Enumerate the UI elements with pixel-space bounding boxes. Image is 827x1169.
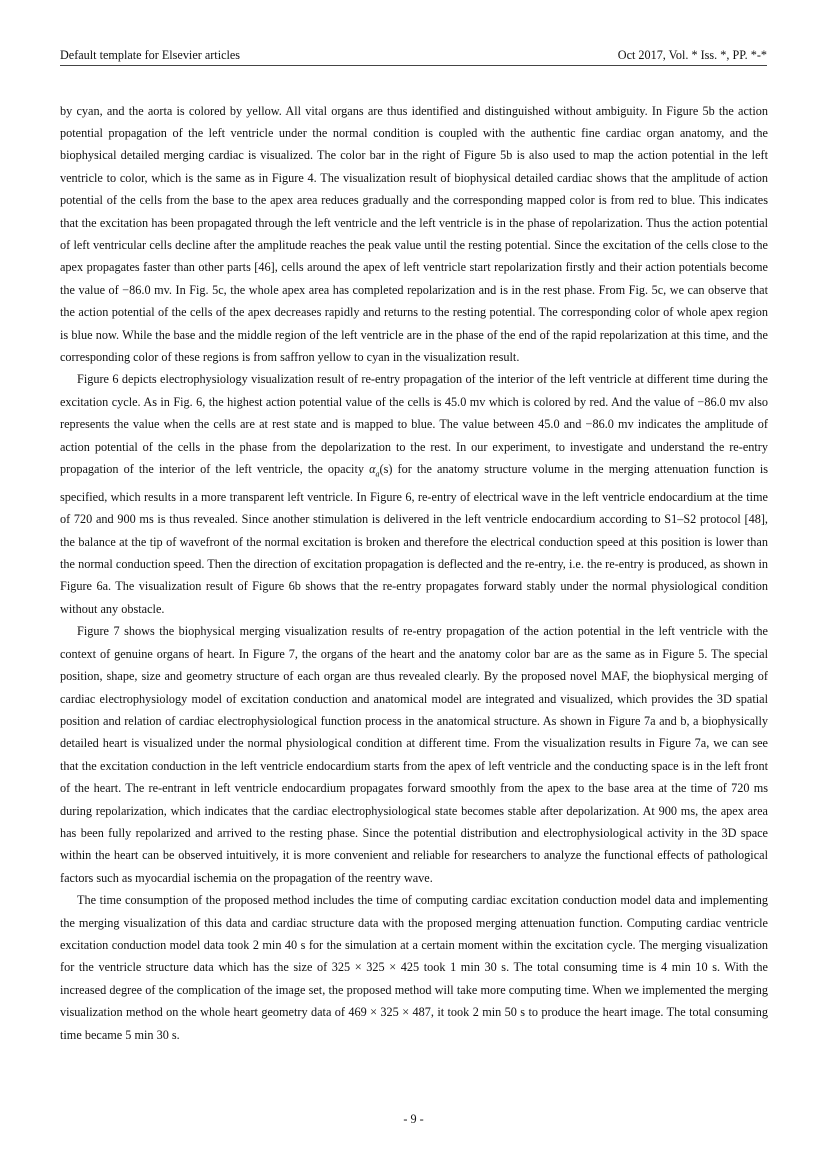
paragraph-3: Figure 7 shows the biophysical merging visualization results of re-entry propagation of the action potential in the left ventricle with the context of genuine organs of heart. In Figure 7, the organs of the heart and the anatomy color bar are as the same as in Figure 5. The special position, shape, size and geometry structure of each organ are thus revealed clearly. By the proposed novel MAF, the biophysical merging of cardiac electrophysiology model of excitation conduction and anatomical model are integrated and visualized, which provides the 3D spatial position and relation of cardiac electrophysiological function process in the anatomical structure. As shown in Figure 7a and b, a biophysically detailed heart is visualized under the normal physiological condition at different time. From the visualization results in Figure 7a, we can see that the excitation conduction in the left ventricle endocardium starts from the apex of left ventricle and the conducting space is in the left front of the heart. The re-entrant in left ventricle endocardium propagates forward smoothly from the apex to the base area at the time of 720 ms during repolarization, which indicates that the cardiac electrophysiological state becomes stable after depolarization. At 900 ms, the apex area has been fully repolarized and arrived to the resting phase. Since the potential distribution and electrophysiological activity in the 3D space within the heart can be observed intuitively, it is more convenient and reliable for researchers to analyze the functional effects of pathological factors such as myocardial ischemia on the propagation of the reentry wave. <box>60 624 768 885</box>
paragraph-1: by cyan, and the aorta is colored by yellow. All vital organs are thus identified and distinguished without ambiguity. In Figure 5b the action potential propagation of the left ventricle under the normal condition is coupled with the authentic fine cardiac organ anatomy, and the biophysical detailed merging cardiac is visualized. The color bar in the right of Figure 5b is also used to map the action potential in the left ventricle to color, which is the same as in Figure 4. The visualization result of biophysical detailed cardiac shows that the amplitude of action potential of the cells from the base to the apex area reduces gradually and the corresponding mapped color is from red to blue. This indicates that the excitation has been propagated through the left ventricle and the left ventricle is in the phase of repolarization. Thus the action potential of left ventricular cells decline after the amplitude reaches the peak value until the resting potential. Since the excitation of the cells close to the apex propagates faster than other parts [46], cells around the apex of left ventricle start repolarization firstly and their action potentials become the value of −86.0 mv. In Fig. 5c, the whole apex area has completed repolarization and is in the rest phase. From Fig. 5c, we can observe that the action potential of the cells of the apex decreases rapidly and returns to the resting potential. The corresponding color of whole apex region is blue now. While the base and the middle region of the left ventricle are in the phase of the end of the rapid repolarization at this time, and the corresponding color of these regions is from saffron yellow to cyan in the visualization result. <box>60 103 768 364</box>
page-header <box>60 46 767 64</box>
opacity-symbol: $\alpha_a(s)$ <box>369 462 393 479</box>
paragraph-2-tail: for the anatomy structure volume in the merging attenuation function is specified, which results in a more transparent left ventricle. In Figure 6, re-entry of electrical wave in the left ventricle endocardium at the time of 720 and 900 ms is thus revealed. Since another stimulation is delivered in the left ventricle endocardium according to S1–S2 protocol [48], the balance at the tip of wavefront of the normal excitation is broken and therefore the electrical conduction speed at this position is lower than the normal conduction speed. Then the direction of excitation propagation is deflected and the re-entry, i.e. the re-entry is produced, as shown in Figure 6a. The visualization result of Figure 6b shows that the re-entry propagates forward stably under the normal physiological condition without any obstacle. <box>60 462 768 616</box>
header-rule <box>60 65 767 66</box>
journal-name: Default template for Elsevier articles <box>60 48 241 62</box>
paragraph-2 <box>60 368 768 620</box>
article-body <box>60 100 768 1047</box>
issue-info: Oct 2017, Vol. * Iss. *, PP. *-* <box>617 48 767 62</box>
page-number: - 9 - <box>403 1112 424 1126</box>
paragraph-2-head: Figure 6 depicts electrophysiology visualization result of re-entry propagation of the interior of the left ventricle at different time during the excitation cycle. As in Fig. 6, the highest action potential value of the cells is 45.0 mv which is colored by red. And the value of −86.0 mv also represents the value when the cells are at rest state and is mapped to blue. The value between 45.0 and −86.0 mv indicates the amplitude of action potential of the cells in the phase from the depolarization to the rest. In our experiment, to investigate and understand the re-entry propagation of the interior of the left ventricle, the opacity <box>60 372 768 476</box>
paragraph-4: The time consumption of the proposed method includes the time of computing cardiac excitation conduction model data and implementing the merging visualization of this data and cardiac structure data with the proposed merging attenuation function. Computing cardiac ventricle excitation conduction model data took 2 min 40 s for the simulation at a certain moment within the excitation cycle. The merging visualization for the ventricle structure data which has the size of 325 × 325 × 425 took 1 min 30 s. The total consuming time is 4 min 10 s. With the increased degree of the complication of the image set, the proposed method will take more computing time. When we implemented the merging visualization method on the whole heart geometry data of 469 × 325 × 487, it took 2 min 50 s to produce the heart image. The total consuming time became 5 min 30 s. <box>60 893 768 1042</box>
